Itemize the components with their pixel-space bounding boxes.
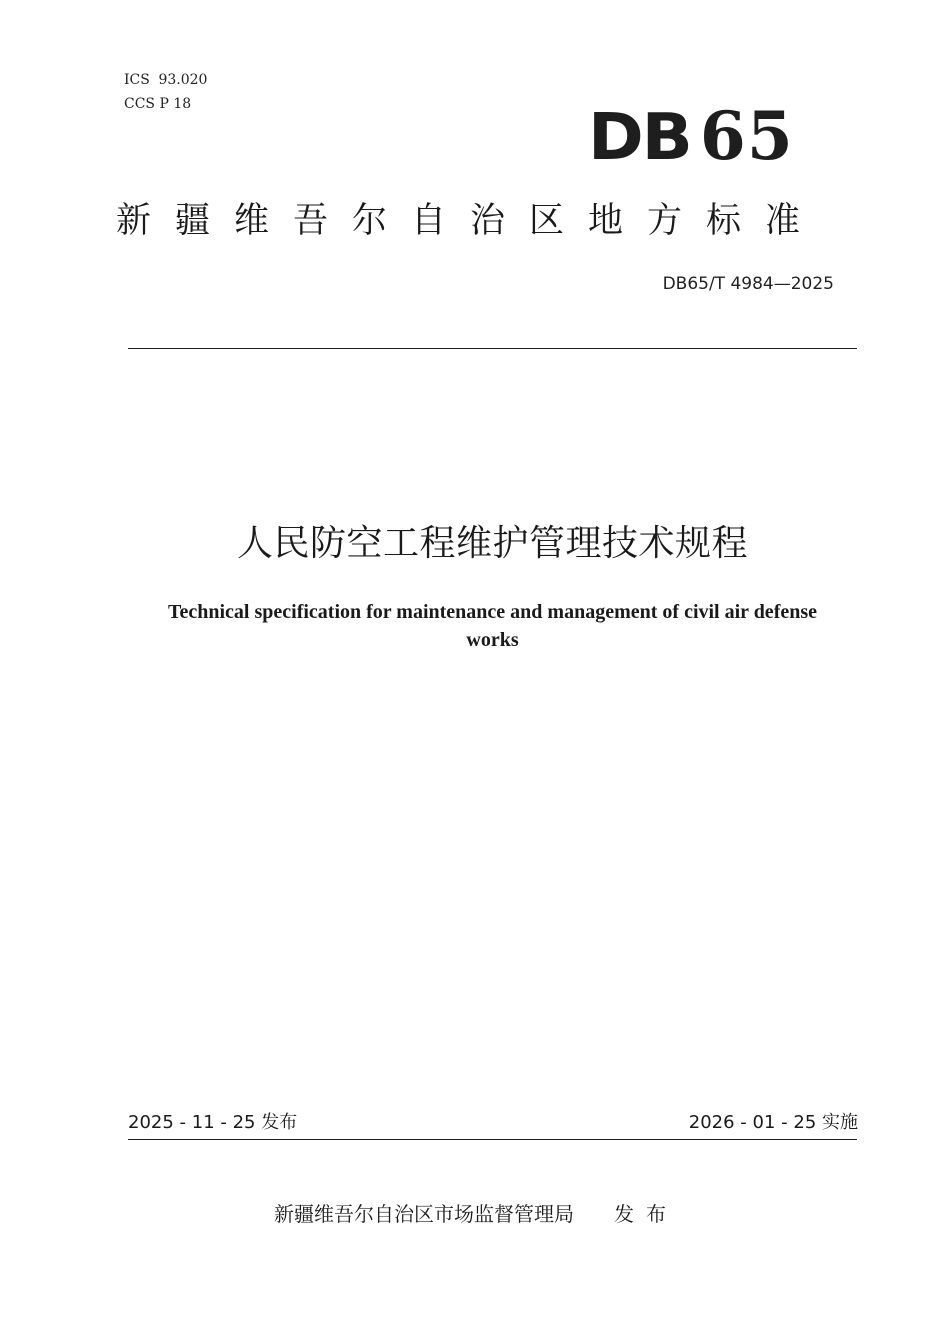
issuer-name: 新疆维吾尔自治区市场监督管理局 — [274, 1202, 574, 1226]
ccs-value: P 18 — [159, 96, 192, 112]
standard-type-heading: 新疆维吾尔自治区地方标准 — [116, 201, 825, 241]
top-divider — [128, 348, 857, 349]
issuing-authority — [274, 1200, 678, 1228]
ics-label: ICS — [124, 72, 150, 88]
chinese-title: 人民防空工程维护管理技术规程 — [236, 523, 748, 564]
issuer-action: 发布 — [614, 1202, 678, 1226]
ccs-label: CCS — [124, 96, 156, 112]
db65-logo — [588, 97, 794, 175]
issue-date: 2025 - 11 - 25 发布 — [128, 1112, 298, 1133]
logo-letters: DB — [588, 101, 691, 175]
ccs-code-line — [124, 92, 207, 116]
bottom-divider — [128, 1139, 857, 1140]
logo-number: 65 — [699, 97, 794, 175]
implementation-date: 2026 - 01 - 25 实施 — [688, 1112, 858, 1133]
ics-value: 93.020 — [158, 72, 208, 88]
ics-code-line — [124, 68, 207, 92]
english-title: Technical specification for maintenance and management of civil air defense works — [167, 601, 818, 651]
classification-codes — [124, 68, 207, 116]
standard-number: DB65/T 4984—2025 — [662, 274, 834, 294]
